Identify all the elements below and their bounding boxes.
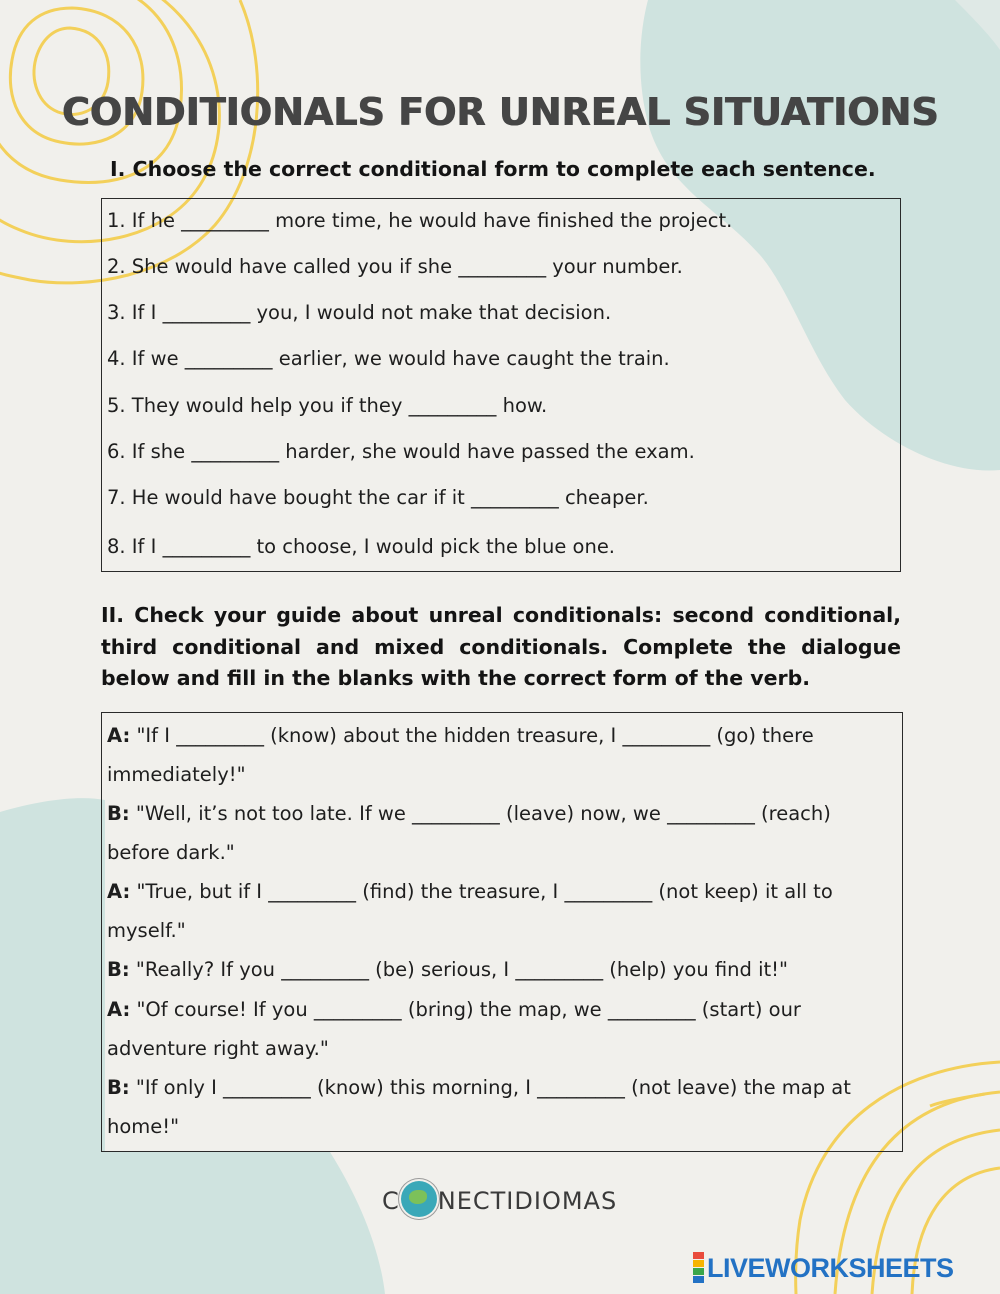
dialogue-text: myself." — [107, 919, 186, 942]
question-item: 8. If I _________ to choose, I would pick the blue one. — [107, 535, 616, 558]
speaker-label: B: — [107, 958, 130, 981]
dialogue-text: "If I _________ (know) about the hidden treasure, I _________ (go) there — [130, 724, 814, 747]
dialogue-line — [107, 841, 235, 864]
dialogue-text: immediately!" — [107, 763, 246, 786]
dialogue-text: before dark." — [107, 841, 235, 864]
dialogue-line — [107, 958, 788, 981]
dialogue-line — [107, 1115, 179, 1138]
page-title: CONDITIONALS FOR UNREAL SITUATIONS — [61, 90, 939, 134]
speaker-label: A: — [107, 880, 131, 903]
speaker-label: B: — [107, 802, 130, 825]
dialogue-line — [107, 919, 186, 942]
dialogue-text: "Well, it’s not too late. If we _________ (leave) now, we _________ (reach) — [129, 802, 831, 825]
question-item: 1. If he _________ more time, he would have finished the project. — [107, 209, 733, 232]
dialogue-text: "If only I _________ (know) this morning, I _________ (not leave) the map at — [129, 1076, 851, 1099]
section-2-instruction: II. Check your guide about unreal conditionals: second conditional, third conditional and mixed conditionals. Complete the dialogue below and fill in the blanks with the correct form of the verb. — [101, 603, 901, 690]
section-1-questions-box — [101, 198, 901, 572]
speaker-label: A: — [107, 998, 131, 1021]
question-item: 2. She would have called you if she _________ your number. — [107, 255, 683, 278]
dialogue-text: "True, but if I _________ (find) the treasure, I _________ (not keep) it all to — [130, 880, 833, 903]
brand-logo — [382, 1184, 617, 1220]
live-blocks-icon — [693, 1252, 704, 1284]
dialogue-line — [107, 763, 246, 786]
dialogue-line — [107, 1037, 329, 1060]
dialogue-line — [107, 880, 833, 903]
globe-icon — [401, 1181, 437, 1217]
dialogue-line — [107, 1076, 851, 1099]
brand-text-right: NECTIDIOMAS — [437, 1187, 618, 1215]
dialogue-line — [107, 724, 814, 747]
watermark-text: LIVEWORKSHEETS — [707, 1253, 954, 1283]
dialogue-line — [107, 802, 831, 825]
section-1-instruction: I. Choose the correct conditional form to complete each sentence. — [110, 157, 876, 181]
section-2-dialogue-box — [101, 712, 903, 1152]
question-item: 5. They would help you if they _________ how. — [107, 394, 548, 417]
dialogue-line — [107, 998, 801, 1021]
dialogue-text: home!" — [107, 1115, 180, 1138]
dialogue-text: adventure right away." — [107, 1037, 329, 1060]
watermark[interactable] — [693, 1253, 954, 1286]
speaker-label: A: — [107, 724, 131, 747]
question-item: 6. If she _________ harder, she would have passed the exam. — [107, 440, 695, 463]
dialogue-text: "Of course! If you _________ (bring) the map, we _________ (start) our — [130, 998, 801, 1021]
dialogue-text: "Really? If you _________ (be) serious, I _________ (help) you find it!" — [129, 958, 788, 981]
question-item: 4. If we _________ earlier, we would have caught the train. — [107, 347, 670, 370]
brand-text-left: C — [382, 1187, 400, 1215]
question-item: 7. He would have bought the car if it _________ cheaper. — [107, 486, 649, 509]
speaker-label: B: — [107, 1076, 130, 1099]
question-item: 3. If I _________ you, I would not make that decision. — [107, 301, 612, 324]
